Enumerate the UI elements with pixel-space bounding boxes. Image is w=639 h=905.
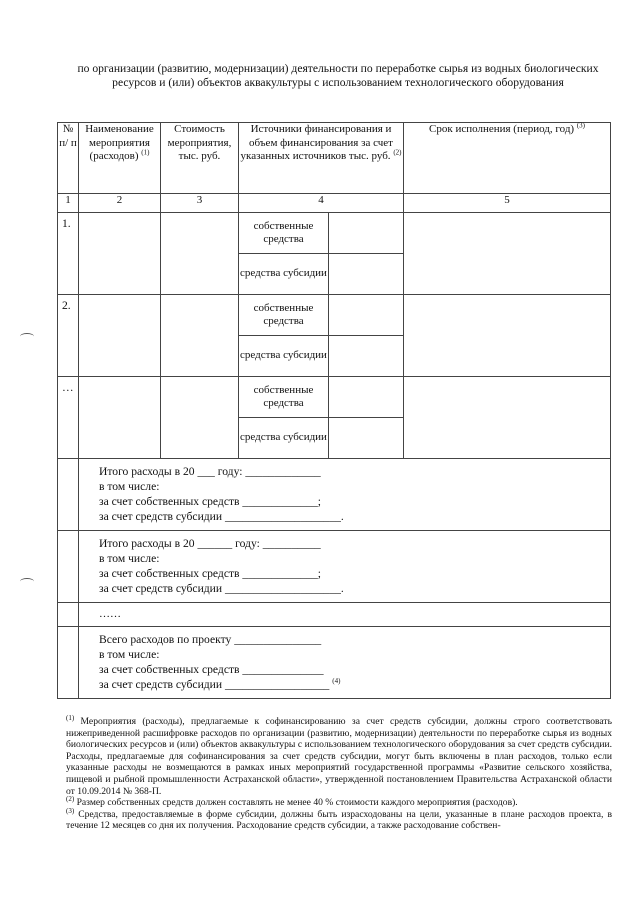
source-own-amount: [329, 295, 404, 336]
intro-text: по организации (развитию, модернизации) деятельности по переработке сырья из водных биологических ресурсов и (или) объектов аквакультуры с использованием технологического оборудования: [77, 62, 599, 90]
total-line: за счет средств субсидии __________________ $^{(4)}$: [99, 677, 341, 691]
source-own-amount: [329, 377, 404, 418]
ellipsis-row: [58, 603, 611, 627]
summary-spacer: [58, 603, 79, 627]
row-name-cell: [79, 295, 161, 377]
table-row: [58, 213, 611, 254]
summary-year-1: [79, 459, 611, 531]
total-row: [58, 627, 611, 699]
row-cost-cell: [161, 377, 239, 459]
summary-line: за счет собственных средств _____________;: [99, 567, 321, 580]
table-row: [58, 295, 611, 336]
footnote-2: $^{(2)}$ Размер собственных средств должен составлять не менее 40 % стоимости каждого мероприятия (расходов).: [66, 794, 518, 809]
row-deadline-cell: [404, 377, 611, 459]
source-subsidy-amount: [329, 336, 404, 377]
row-deadline-cell: [404, 295, 611, 377]
expense-plan-table: [57, 122, 611, 699]
row-deadline-cell: [404, 213, 611, 295]
table-row: [58, 377, 611, 418]
row-number: 2.: [58, 295, 79, 377]
column-number: 5: [404, 194, 611, 213]
summary-spacer: [58, 531, 79, 603]
source-subsidy-label: средства субсидии: [239, 336, 329, 377]
footnote-ref: (4): [332, 677, 341, 686]
summary-line: за счет средств субсидии ____________________.: [99, 510, 344, 523]
footnotes: [66, 713, 612, 832]
row-number: …: [58, 377, 79, 459]
total-line: в том числе:: [99, 648, 160, 661]
summary-line: Итого расходы в 20 ______ году: __________: [99, 537, 321, 550]
column-number: 4: [239, 194, 404, 213]
summary-line: в том числе:: [99, 480, 160, 493]
ellipsis-cell: ……: [79, 603, 611, 627]
source-subsidy-label: средства субсидии: [239, 418, 329, 459]
summary-spacer: [58, 627, 79, 699]
source-own-amount: [329, 213, 404, 254]
header-deadline: Срок исполнения (период, год) $^{(3)}$: [404, 123, 611, 194]
row-cost-cell: [161, 213, 239, 295]
summary-row: [58, 459, 611, 531]
summary-line: Итого расходы в 20 ___ году: _____________: [99, 465, 321, 478]
row-cost-cell: [161, 295, 239, 377]
source-subsidy-label: средства субсидии: [239, 254, 329, 295]
row-name-cell: [79, 213, 161, 295]
summary-line: в том числе:: [99, 552, 160, 565]
footnote-3: $^{(3)}$ Средства, предоставляемые в форме субсидии, должны быть израсходованы на цели, указанные в плане расходов проекта, в течение 12 месяцев со дня их получения. Расходование средств субсидии, а также расходование собствен-: [66, 806, 612, 832]
source-own-label: собственные средства: [239, 377, 329, 418]
column-number: 1: [58, 194, 79, 213]
margin-mark-top: [20, 333, 34, 340]
summary-line: за счет собственных средств _____________;: [99, 495, 321, 508]
header-number: № п/ п: [58, 123, 79, 194]
row-name-cell: [79, 377, 161, 459]
summary-spacer: [58, 459, 79, 531]
total-line: Всего расходов по проекту _______________: [99, 633, 322, 646]
header-sources: Источники финансирования и объем финансирования за счет указанных источников тыс. руб. $^{(2)}$: [239, 123, 404, 194]
source-subsidy-amount: [329, 254, 404, 295]
column-number: 2: [79, 194, 161, 213]
source-own-label: собственные средства: [239, 295, 329, 336]
margin-mark-bottom: [20, 578, 34, 585]
header-row: [58, 123, 611, 194]
summary-line: за счет средств субсидии ____________________.: [99, 582, 344, 595]
header-cost: Стоимость мероприятия, тыс. руб.: [161, 123, 239, 194]
summary-row: [58, 531, 611, 603]
column-number: 3: [161, 194, 239, 213]
project-total: [79, 627, 611, 699]
summary-year-2: [79, 531, 611, 603]
row-number: 1.: [58, 213, 79, 295]
total-line: за счет собственных средств ______________: [99, 663, 324, 676]
source-own-label: собственные средства: [239, 213, 329, 254]
footnote-1: $^{(1)}$ Мероприятия (расходы), предлагаемые к софинансированию за счет средств субсидии, должны строго соответствовать нижеприведенной расшифровке расходов по организации (развитию, модернизации) деятельности по переработке сырья из водных биологических ресурсов и (или) объектов аквакультуры с использованием технологического оборудования за счет средств субсидии. Расходы, предлагаемые для софинансирования за счет средств субсидии, могут быть включены в план расходов, только если указанные расходы не возмещаются в рамках иных мероприятий государственной программы «Развитие сельского хозяйства, пищевой и рыбной промышленности Астраханской области», утвержденной постановлением Правительства Астраханской области от 10.09.2014 № 368-П.: [66, 713, 612, 797]
source-subsidy-amount: [329, 418, 404, 459]
header-name: Наименование мероприятия (расходов) $^{(1)}$: [79, 123, 161, 194]
column-numbers-row: [58, 194, 611, 213]
